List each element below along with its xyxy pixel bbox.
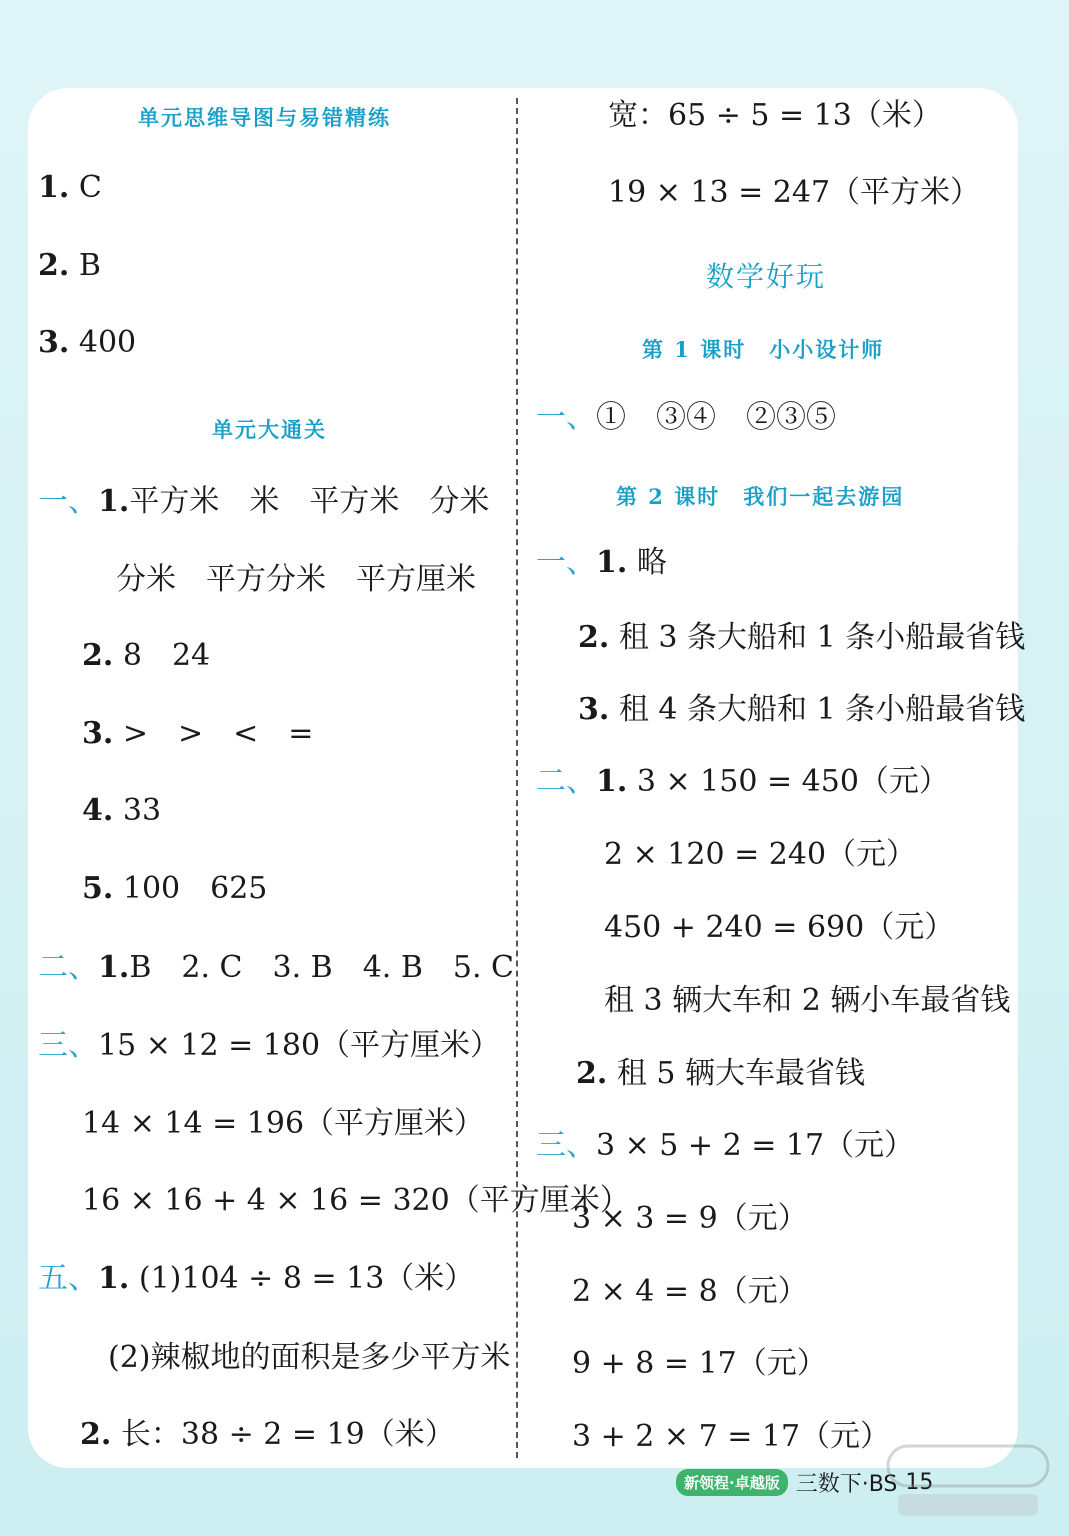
lesson2-part3-line3: 2 × 4 = 8（元） bbox=[572, 1274, 808, 1309]
answer-1: 1. C bbox=[38, 170, 102, 205]
part1-q1: 一、1.平方米 米 平方米 分米 bbox=[38, 484, 490, 519]
section-mindmap-title: 单元思维导图与易错精练 bbox=[138, 105, 391, 130]
answer-2: 2. B bbox=[38, 248, 101, 283]
part5-q1-2: (2)辣椒地的面积是多少平方米 bbox=[108, 1340, 511, 1375]
lesson2-part3-line2: 3 × 3 = 9（元） bbox=[572, 1201, 808, 1236]
section-math-fun-title: 数学好玩 bbox=[706, 260, 827, 293]
lesson2-part3-line5: 3 + 2 × 7 = 17（元） bbox=[572, 1419, 891, 1454]
lesson2-part2-line4: 租 3 辆大车和 2 辆小车最省钱 bbox=[604, 983, 1011, 1018]
subject-label: 三数下·BS bbox=[795, 1471, 898, 1497]
section-unit-test-title: 单元大通关 bbox=[212, 417, 327, 442]
right-line-area: 19 × 13 = 247（平方米） bbox=[608, 175, 981, 210]
part1-q5: 5. 100 625 bbox=[82, 871, 268, 906]
column-divider bbox=[516, 98, 518, 1458]
lesson2-part3-line4: 9 + 8 = 17（元） bbox=[572, 1346, 827, 1381]
watermark-logo bbox=[878, 1436, 1058, 1526]
part1-q1-cont: 分米 平方分米 平方厘米 bbox=[116, 562, 476, 597]
lesson2-part2-q1: 二、1. 3 × 150 = 450（元） bbox=[536, 764, 949, 799]
right-line-width: 宽：65 ÷ 5 = 13（米） bbox=[608, 98, 942, 133]
lesson1-answer: 一、① ③④ ②③⑤ bbox=[536, 400, 836, 435]
part1-q4: 4. 33 bbox=[82, 793, 162, 828]
lesson2-title: 第 2 课时 我们一起去游园 bbox=[616, 484, 905, 509]
part1-q3: 3. > > < = bbox=[82, 716, 314, 751]
lesson2-q2: 2. 租 3 条大船和 1 条小船最省钱 bbox=[578, 620, 1026, 655]
lesson2-q1: 一、1. 略 bbox=[536, 545, 667, 580]
part3-line2: 14 × 14 = 196（平方厘米） bbox=[82, 1106, 485, 1141]
lesson2-part2-line2: 2 × 120 = 240（元） bbox=[604, 837, 917, 872]
part1-q2: 2. 8 24 bbox=[82, 638, 211, 673]
part5-q2: 2. 长：38 ÷ 2 = 19（米） bbox=[80, 1417, 455, 1452]
part3-line3: 16 × 16 + 4 × 16 = 320（平方厘米） bbox=[82, 1183, 630, 1218]
lesson1-title: 第 1 课时 小小设计师 bbox=[642, 337, 885, 362]
part5-q1: 五、1. (1)104 ÷ 8 = 13（米） bbox=[38, 1261, 475, 1296]
series-badge: 新领程·卓越版 bbox=[676, 1469, 788, 1496]
lesson2-part2-q2: 2. 租 5 辆大车最省钱 bbox=[576, 1056, 866, 1091]
page-number: 15 bbox=[905, 1469, 934, 1495]
lesson2-part3-line1: 三、3 × 5 + 2 = 17（元） bbox=[536, 1128, 915, 1163]
lesson2-part2-line3: 450 + 240 = 690（元） bbox=[604, 910, 955, 945]
lesson2-q3: 3. 租 4 条大船和 1 条小船最省钱 bbox=[578, 692, 1026, 727]
part3-line1: 三、15 × 12 = 180（平方厘米） bbox=[38, 1028, 501, 1063]
part2-answers: 二、1.B 2. C 3. B 4. B 5. C bbox=[38, 950, 515, 985]
answer-3: 3. 400 bbox=[38, 325, 137, 360]
